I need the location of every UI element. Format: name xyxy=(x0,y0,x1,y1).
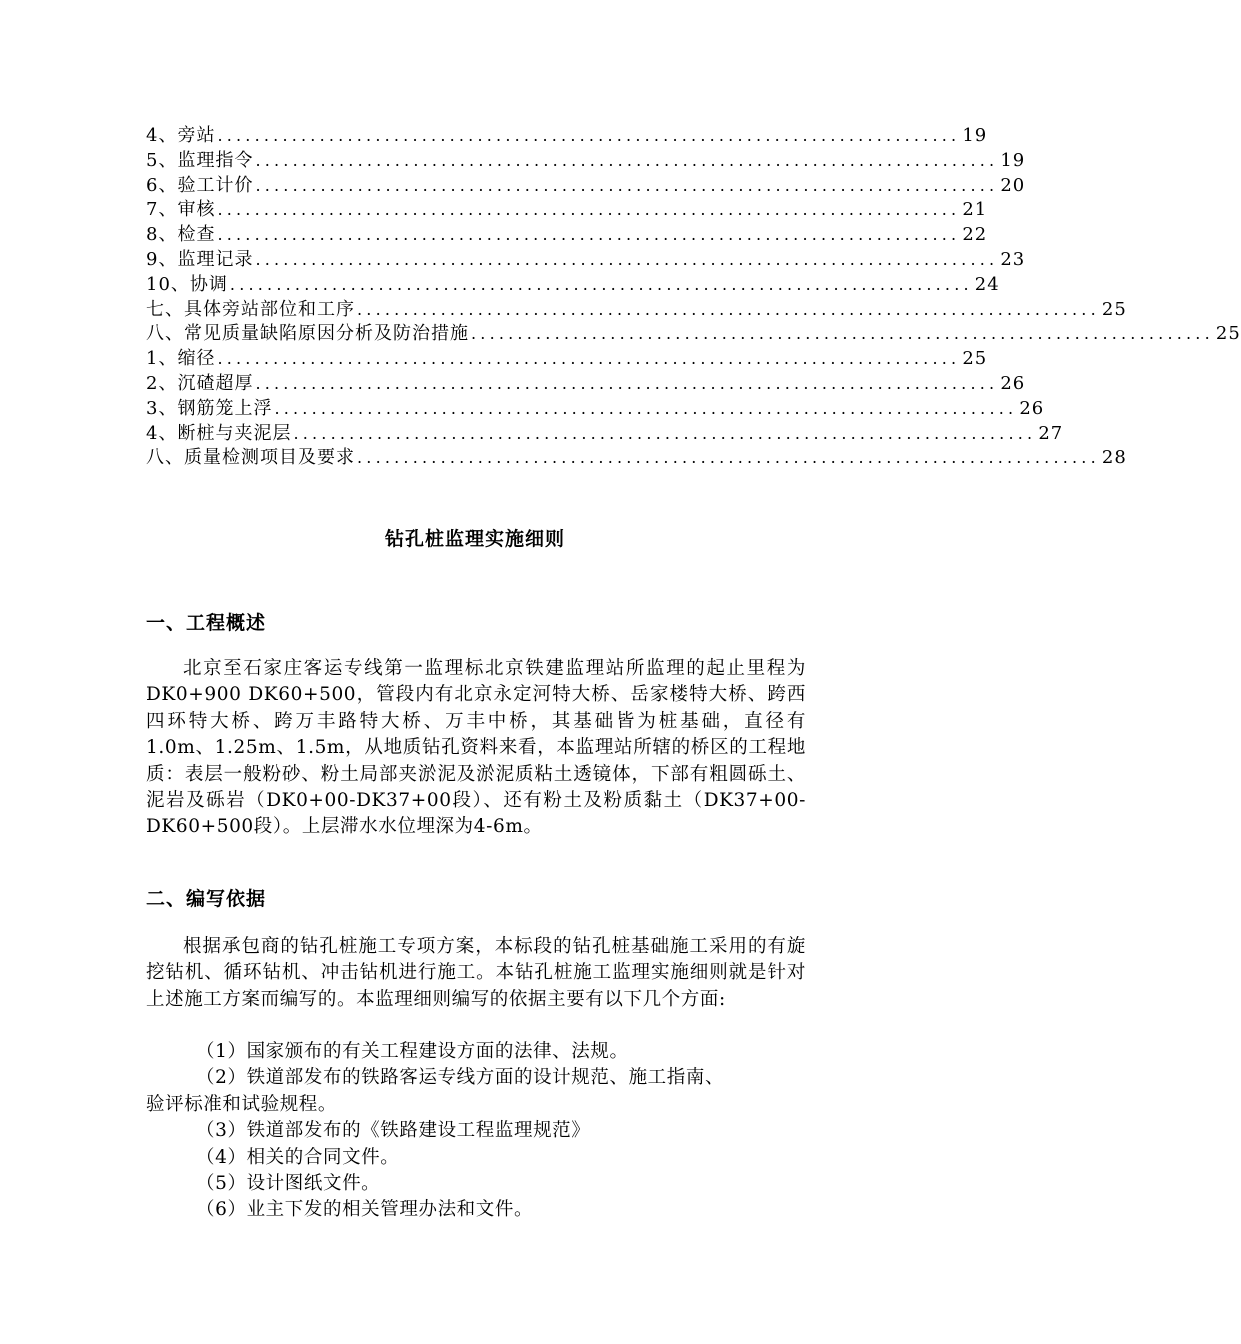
list-item: （6）业主下发的相关管理办法和文件。 xyxy=(196,1199,534,1221)
toc-leader-dots: ................................................................................ xyxy=(217,126,961,145)
basis-list xyxy=(146,1039,806,1224)
toc-leader-dots: ................................................................................ xyxy=(274,398,1018,418)
toc-leader-dots: ................................................................................ xyxy=(255,150,999,170)
toc-entry-label: 8、检查 xyxy=(146,224,216,246)
toc-leader-dots: ................................................................................ xyxy=(255,175,999,195)
toc-entry-label: 3、钢筋笼上浮 xyxy=(146,397,273,419)
toc-entry-page: 20 xyxy=(1000,174,1026,196)
toc-entry-label: 7、审核 xyxy=(146,199,216,221)
toc-entry[interactable] xyxy=(146,372,1026,397)
list-item: （4）相关的合同文件。 xyxy=(196,1146,400,1168)
toc-entry-page: 26 xyxy=(1000,372,1026,394)
toc-entry-page: 28 xyxy=(1101,447,1127,469)
list-item-continuation: 验评标准和试验规程。 xyxy=(146,1093,338,1115)
toc-entry-label: 9、监理记录 xyxy=(146,248,254,270)
list-item: （1）国家颁布的有关工程建设方面的法律、法规。 xyxy=(196,1041,629,1062)
toc-entry[interactable] xyxy=(146,347,988,372)
toc-entry-label: 6、验工计价 xyxy=(146,174,254,196)
toc-entry-page: 22 xyxy=(962,224,988,246)
toc-entry-page: 25 xyxy=(962,348,988,370)
toc-entry-label: 七、具体旁站部位和工序 xyxy=(146,298,355,320)
toc-leader-dots: ................................................................................ xyxy=(255,249,999,269)
toc-leader-dots: ................................................................................ xyxy=(357,448,1100,468)
toc-leader-dots: ................................................................................ xyxy=(229,274,973,294)
toc-entry[interactable] xyxy=(146,397,1045,422)
toc-entry-page: 21 xyxy=(962,199,988,221)
toc-entry[interactable] xyxy=(146,298,1127,323)
toc-entry[interactable] xyxy=(146,273,1000,298)
toc-leader-dots: ................................................................................ xyxy=(357,299,1100,319)
list-item: （3）铁道部发布的《铁路建设工程监理规范》 xyxy=(196,1120,591,1142)
toc-entry[interactable] xyxy=(146,223,988,248)
list-item: （5）设计图纸文件。 xyxy=(196,1173,381,1195)
toc-entry[interactable] xyxy=(146,422,1064,447)
toc-entry[interactable] xyxy=(146,446,1127,471)
toc-entry-label: 八、质量检测项目及要求 xyxy=(146,447,355,469)
toc-entry-page: 24 xyxy=(974,273,1000,295)
toc-leader-dots: ................................................................................ xyxy=(217,225,961,245)
toc-entry[interactable] xyxy=(146,322,1241,347)
toc-entry-label: 4、旁站 xyxy=(146,125,216,146)
toc-entry[interactable] xyxy=(146,124,988,149)
toc-entry[interactable] xyxy=(146,198,988,223)
table-of-contents xyxy=(146,124,1241,471)
toc-entry-label: 1、缩径 xyxy=(146,348,216,370)
section-body-overview: 北京至石家庄客运专线第一监理标北京铁建监理站所监理的起止里程为DK0+900 DK60+500，管段内有北京永定河特大桥、岳家楼特大桥、跨西四环特大桥、跨万丰路特大桥、万丰中桥，其基础皆为桩基础，直径有1.0m、1.25m、1.5m，从地质钻孔资料来看，本监理站所辖的桥区的工程地质：表层一般粉砂、粉土局部夹淤泥及淤泥质粘土透镜体，下部有粗圆砾土、泥岩及砾岩（DK0+00-DK37+00段）、还有粉土及粉质黏土（DK37+00-DK60+500段）。上层滞水水位埋深为4-6m。 xyxy=(146,658,806,838)
toc-entry-page: 23 xyxy=(1000,248,1026,270)
toc-leader-dots: ................................................................................ xyxy=(471,324,1214,344)
toc-leader-dots: ................................................................................ xyxy=(255,373,999,393)
toc-entry-page: 19 xyxy=(962,125,988,146)
toc-entry-label: 八、常见质量缺陷原因分析及防治措施 xyxy=(146,323,469,345)
toc-leader-dots: ................................................................................ xyxy=(217,200,961,220)
toc-entry-label: 5、监理指令 xyxy=(146,149,254,171)
list-item: （2）铁道部发布的铁路客运专线方面的设计规范、施工指南、 xyxy=(196,1067,725,1089)
toc-entry-label: 2、沉碴超厚 xyxy=(146,372,254,394)
toc-entry-label: 4、断桩与夹泥层 xyxy=(146,422,292,444)
toc-leader-dots: ................................................................................ xyxy=(217,349,961,369)
section-heading-overview: 一、工程概述 xyxy=(146,612,267,634)
toc-entry[interactable] xyxy=(146,149,1026,174)
document-title: 钻孔桩监理实施细则 xyxy=(384,528,565,550)
toc-entry-page: 26 xyxy=(1019,397,1045,419)
toc-entry-page: 19 xyxy=(1000,149,1026,171)
toc-entry-page: 25 xyxy=(1101,298,1127,320)
toc-leader-dots: ................................................................................ xyxy=(293,423,1037,443)
toc-entry[interactable] xyxy=(146,248,1026,273)
toc-entry-page: 25 xyxy=(1215,323,1241,345)
toc-entry[interactable] xyxy=(146,174,1026,199)
section-body-basis: 根据承包商的钻孔桩施工专项方案，本标段的钻孔桩基础施工采用的有旋挖钻机、循环钻机、冲击钻机进行施工。本钻孔桩施工监理实施细则就是针对上述施工方案而编写的。本监理细则编写的依据主要有以下几个方面: xyxy=(146,936,806,1010)
toc-entry-page: 27 xyxy=(1038,422,1064,444)
toc-entry-label: 10、协调 xyxy=(146,273,228,295)
section-heading-basis: 二、编写依据 xyxy=(146,888,267,910)
